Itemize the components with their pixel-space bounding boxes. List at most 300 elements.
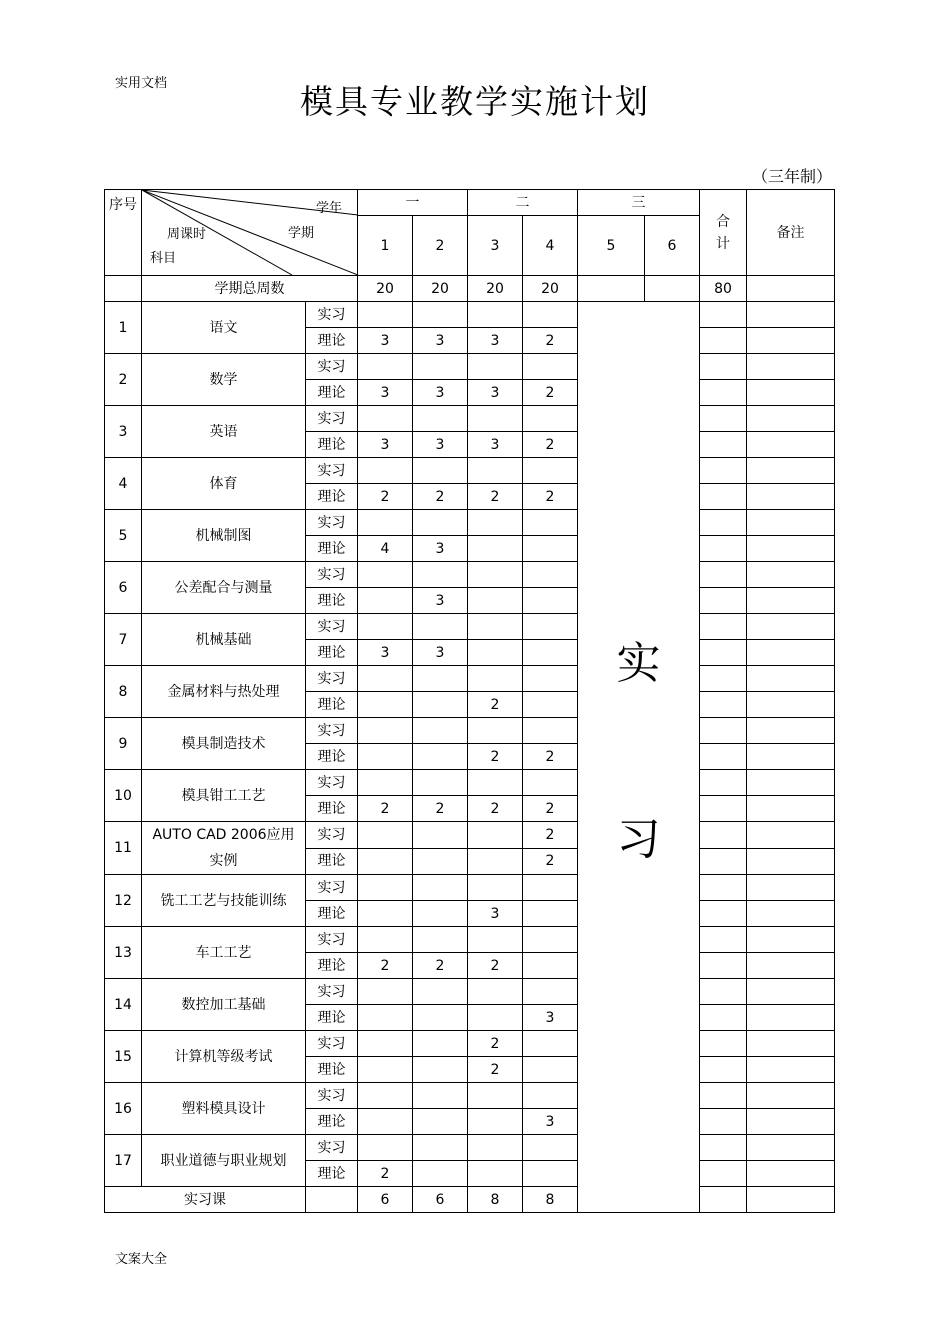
weeks-value — [645, 276, 700, 302]
hours-cell: 2 — [413, 953, 468, 979]
hours-cell — [358, 588, 413, 614]
term-1-header: 1 — [358, 216, 413, 276]
course-type-label: 理论 — [306, 432, 358, 458]
total-cell — [700, 354, 747, 380]
course-type-label: 实习 — [306, 354, 358, 380]
hours-cell — [413, 458, 468, 484]
hours-cell — [523, 354, 578, 380]
hours-cell — [468, 822, 523, 849]
subject-name: 塑料模具设计 — [142, 1083, 306, 1135]
hours-cell — [413, 302, 468, 328]
total-cell — [700, 1135, 747, 1161]
subject-number: 1 — [105, 302, 142, 354]
subject-name: 英语 — [142, 406, 306, 458]
subject-name: 体育 — [142, 458, 306, 510]
course-type-label: 理论 — [306, 328, 358, 354]
term-6-header: 6 — [645, 216, 700, 276]
practice-block — [578, 302, 700, 1213]
subject-name: 模具钳工工艺 — [142, 770, 306, 822]
hours-cell: 2 — [523, 796, 578, 822]
hours-cell — [468, 927, 523, 953]
practice-course-value: 8 — [523, 1187, 578, 1213]
hours-cell: 3 — [523, 1005, 578, 1031]
subject-name: 机械制图 — [142, 510, 306, 562]
hours-cell — [413, 901, 468, 927]
hours-cell — [413, 354, 468, 380]
subject-number: 2 — [105, 354, 142, 406]
hours-cell — [523, 692, 578, 718]
hours-cell — [468, 510, 523, 536]
hours-cell: 3 — [468, 901, 523, 927]
note-cell — [747, 1057, 835, 1083]
total-cell — [700, 614, 747, 640]
total-cell — [700, 1005, 747, 1031]
total-cell — [700, 692, 747, 718]
hours-cell — [468, 1109, 523, 1135]
note-cell — [747, 770, 835, 796]
note-cell — [747, 510, 835, 536]
hours-cell — [358, 510, 413, 536]
hours-cell — [523, 302, 578, 328]
course-type-label: 实习 — [306, 822, 358, 849]
hours-cell — [358, 406, 413, 432]
hours-cell — [413, 614, 468, 640]
hours-cell — [413, 1057, 468, 1083]
course-type-label: 理论 — [306, 1109, 358, 1135]
note-cell — [747, 1187, 835, 1213]
course-type-label: 理论 — [306, 640, 358, 666]
total-cell — [700, 1109, 747, 1135]
hours-cell: 2 — [523, 380, 578, 406]
table-row — [105, 562, 835, 588]
hours-cell — [413, 666, 468, 692]
note-cell — [747, 1031, 835, 1057]
weeks-row-seq — [105, 276, 142, 302]
hours-cell: 2 — [523, 744, 578, 770]
weeks-value: 20 — [358, 276, 413, 302]
note-cell — [747, 822, 835, 849]
subject-name: 数学 — [142, 354, 306, 406]
hours-cell: 2 — [413, 796, 468, 822]
hours-cell — [468, 1135, 523, 1161]
table-row — [105, 1031, 835, 1057]
teaching-plan-table — [104, 189, 835, 1213]
note-cell — [747, 979, 835, 1005]
hours-cell — [358, 901, 413, 927]
subject-number: 3 — [105, 406, 142, 458]
note-cell — [747, 1109, 835, 1135]
note-cell — [747, 692, 835, 718]
hours-cell: 3 — [468, 328, 523, 354]
total-cell — [700, 1031, 747, 1057]
hours-cell — [358, 1083, 413, 1109]
hours-cell — [523, 979, 578, 1005]
table-row — [105, 458, 835, 484]
hours-cell — [468, 1005, 523, 1031]
table-row — [105, 822, 835, 849]
hours-cell: 3 — [358, 380, 413, 406]
course-type-label: 实习 — [306, 1031, 358, 1057]
subject-number: 16 — [105, 1083, 142, 1135]
hours-cell — [413, 1083, 468, 1109]
hours-cell — [413, 927, 468, 953]
total-cell — [700, 484, 747, 510]
hours-cell — [468, 406, 523, 432]
hours-cell — [468, 666, 523, 692]
hours-cell — [468, 458, 523, 484]
hours-cell: 2 — [468, 692, 523, 718]
note-cell — [747, 718, 835, 744]
note-cell — [747, 1083, 835, 1109]
weeks-total: 80 — [700, 276, 747, 302]
hours-cell — [468, 875, 523, 901]
note-cell — [747, 354, 835, 380]
hours-cell: 4 — [358, 536, 413, 562]
hours-cell: 3 — [468, 380, 523, 406]
total-cell — [700, 510, 747, 536]
table-row — [105, 302, 835, 328]
hours-cell — [413, 510, 468, 536]
total-cell — [700, 875, 747, 901]
hours-cell — [523, 718, 578, 744]
hours-cell — [523, 510, 578, 536]
year-2-header: 二 — [468, 190, 578, 216]
seq-header: 序号 — [105, 190, 142, 276]
subject-number: 15 — [105, 1031, 142, 1083]
hours-cell — [413, 848, 468, 875]
hours-cell — [413, 1005, 468, 1031]
table-row — [105, 1187, 835, 1213]
page-subtitle: （三年制） — [751, 167, 832, 186]
hours-cell — [523, 666, 578, 692]
hours-cell — [468, 1161, 523, 1187]
hours-cell — [468, 1083, 523, 1109]
hours-cell — [523, 875, 578, 901]
subject-name: 计算机等级考试 — [142, 1031, 306, 1083]
course-type-label: 理论 — [306, 848, 358, 875]
practice-block-char: 实 — [616, 638, 661, 689]
term-3-header: 3 — [468, 216, 523, 276]
total-cell — [700, 640, 747, 666]
subject-name: 职业道德与职业规划 — [142, 1135, 306, 1187]
course-type-label: 实习 — [306, 406, 358, 432]
hours-cell — [358, 666, 413, 692]
subject-name: 铣工工艺与技能训练 — [142, 875, 306, 927]
practice-course-type — [306, 1187, 358, 1213]
hours-cell — [358, 822, 413, 849]
hours-cell — [413, 718, 468, 744]
hours-cell — [413, 875, 468, 901]
term-5-header: 5 — [578, 216, 645, 276]
practice-course-value: 6 — [413, 1187, 468, 1213]
subject-name: 语文 — [142, 302, 306, 354]
hours-cell — [523, 1031, 578, 1057]
total-cell — [700, 562, 747, 588]
total-cell — [700, 1187, 747, 1213]
hours-cell — [523, 1083, 578, 1109]
hours-cell: 3 — [358, 432, 413, 458]
subject-name: 车工工艺 — [142, 927, 306, 979]
hours-cell — [523, 1135, 578, 1161]
note-cell — [747, 328, 835, 354]
note-cell — [747, 458, 835, 484]
course-type-label: 实习 — [306, 302, 358, 328]
hours-cell — [468, 536, 523, 562]
total-cell — [700, 406, 747, 432]
course-type-label: 实习 — [306, 718, 358, 744]
hours-cell — [358, 562, 413, 588]
note-cell — [747, 614, 835, 640]
hours-cell: 2 — [523, 848, 578, 875]
hours-cell — [468, 614, 523, 640]
course-type-label: 实习 — [306, 614, 358, 640]
hours-cell: 3 — [413, 380, 468, 406]
hours-cell — [413, 1031, 468, 1057]
course-type-label: 理论 — [306, 484, 358, 510]
hours-cell — [523, 562, 578, 588]
practice-block-char: 习 — [616, 814, 661, 865]
course-type-label: 理论 — [306, 588, 358, 614]
hours-cell — [523, 640, 578, 666]
hours-cell — [358, 1057, 413, 1083]
hours-cell — [523, 901, 578, 927]
hours-cell — [523, 536, 578, 562]
hours-cell: 2 — [523, 484, 578, 510]
practice-course-value: 8 — [468, 1187, 523, 1213]
note-cell — [747, 796, 835, 822]
table-row — [105, 1135, 835, 1161]
hours-cell — [358, 875, 413, 901]
course-type-label: 理论 — [306, 692, 358, 718]
total-cell — [700, 822, 747, 849]
hours-cell — [413, 1135, 468, 1161]
subject-name: 金属材料与热处理 — [142, 666, 306, 718]
total-cell — [700, 536, 747, 562]
hours-cell — [468, 640, 523, 666]
hours-cell: 2 — [468, 1031, 523, 1057]
total-cell — [700, 848, 747, 875]
hours-cell — [358, 979, 413, 1005]
hours-cell — [468, 302, 523, 328]
hours-cell — [413, 979, 468, 1005]
hours-cell — [468, 718, 523, 744]
total-cell — [700, 588, 747, 614]
total-cell — [700, 458, 747, 484]
diagonal-header-cell — [142, 190, 358, 276]
hours-cell: 3 — [413, 536, 468, 562]
hours-cell: 2 — [358, 484, 413, 510]
hours-cell — [358, 692, 413, 718]
subject-number: 14 — [105, 979, 142, 1031]
diag-year-label: 学年 — [316, 201, 343, 216]
subject-name: AUTO CAD 2006应用实例 — [142, 822, 306, 875]
hours-cell — [468, 770, 523, 796]
subject-name: 公差配合与测量 — [142, 562, 306, 614]
hours-cell: 2 — [468, 1057, 523, 1083]
hours-cell — [413, 822, 468, 849]
subject-number: 5 — [105, 510, 142, 562]
table-row — [105, 406, 835, 432]
note-cell — [747, 875, 835, 901]
course-type-label: 实习 — [306, 875, 358, 901]
subject-number: 12 — [105, 875, 142, 927]
note-cell — [747, 588, 835, 614]
subject-number: 9 — [105, 718, 142, 770]
weeks-value — [578, 276, 645, 302]
course-type-label: 实习 — [306, 458, 358, 484]
total-cell — [700, 901, 747, 927]
total-cell — [700, 744, 747, 770]
hours-cell: 3 — [413, 328, 468, 354]
hours-cell — [523, 614, 578, 640]
note-cell — [747, 380, 835, 406]
note-cell — [747, 406, 835, 432]
table-row — [105, 718, 835, 744]
hours-cell — [468, 848, 523, 875]
hours-cell — [413, 744, 468, 770]
note-cell — [747, 536, 835, 562]
course-type-label: 理论 — [306, 744, 358, 770]
weeks-value: 20 — [413, 276, 468, 302]
course-type-label: 理论 — [306, 1161, 358, 1187]
note-cell — [747, 484, 835, 510]
total-cell — [700, 1057, 747, 1083]
diag-term-label: 学期 — [288, 226, 315, 241]
course-type-label: 理论 — [306, 901, 358, 927]
term-4-header: 4 — [523, 216, 578, 276]
total-cell — [700, 927, 747, 953]
course-type-label: 实习 — [306, 1135, 358, 1161]
hours-cell — [358, 718, 413, 744]
diag-subject-label: 科目 — [150, 251, 177, 266]
hours-cell — [358, 354, 413, 380]
table-row — [105, 354, 835, 380]
note-header: 备注 — [747, 190, 835, 276]
course-type-label: 理论 — [306, 1005, 358, 1031]
hours-cell — [468, 979, 523, 1005]
hours-cell: 3 — [358, 328, 413, 354]
subject-number: 4 — [105, 458, 142, 510]
note-cell — [747, 666, 835, 692]
hours-cell: 2 — [358, 1161, 413, 1187]
hours-cell: 2 — [358, 796, 413, 822]
subject-number: 6 — [105, 562, 142, 614]
note-cell — [747, 1005, 835, 1031]
practice-course-label: 实习课 — [105, 1187, 306, 1213]
table-row — [105, 666, 835, 692]
hours-cell — [358, 302, 413, 328]
subject-number: 8 — [105, 666, 142, 718]
hours-cell: 2 — [468, 953, 523, 979]
hours-cell — [523, 1057, 578, 1083]
hours-cell — [523, 927, 578, 953]
hours-cell — [523, 770, 578, 796]
table-row — [105, 927, 835, 953]
hours-cell — [468, 588, 523, 614]
header-note: 实用文档 — [115, 76, 168, 91]
course-type-label: 理论 — [306, 380, 358, 406]
hours-cell — [413, 562, 468, 588]
table-row — [105, 510, 835, 536]
hours-cell: 3 — [468, 432, 523, 458]
hours-cell: 2 — [523, 822, 578, 849]
total-cell — [700, 328, 747, 354]
hours-cell: 2 — [468, 744, 523, 770]
total-cell — [700, 432, 747, 458]
course-type-label: 实习 — [306, 979, 358, 1005]
total-cell — [700, 380, 747, 406]
hours-cell: 3 — [413, 432, 468, 458]
weeks-row-label: 学期总周数 — [142, 276, 358, 302]
term-2-header: 2 — [413, 216, 468, 276]
note-cell — [747, 927, 835, 953]
total-header: 合计 — [700, 190, 747, 276]
total-cell — [700, 770, 747, 796]
hours-cell — [468, 354, 523, 380]
course-type-label: 实习 — [306, 562, 358, 588]
hours-cell — [523, 953, 578, 979]
year-1-header: 一 — [358, 190, 468, 216]
hours-cell — [358, 1109, 413, 1135]
hours-cell: 3 — [358, 640, 413, 666]
table-row — [105, 614, 835, 640]
hours-cell — [523, 1161, 578, 1187]
hours-cell — [413, 406, 468, 432]
total-cell — [700, 718, 747, 744]
hours-cell — [358, 744, 413, 770]
subject-number: 13 — [105, 927, 142, 979]
weeks-value: 20 — [523, 276, 578, 302]
note-cell — [747, 901, 835, 927]
subject-number: 10 — [105, 770, 142, 822]
course-type-label: 理论 — [306, 796, 358, 822]
hours-cell: 2 — [413, 484, 468, 510]
hours-cell — [413, 1109, 468, 1135]
course-type-label: 实习 — [306, 666, 358, 692]
table-row — [105, 875, 835, 901]
hours-cell: 3 — [413, 588, 468, 614]
hours-cell — [358, 458, 413, 484]
diag-hours-label: 周课时 — [167, 227, 207, 242]
hours-cell: 2 — [358, 953, 413, 979]
hours-cell — [523, 406, 578, 432]
course-type-label: 理论 — [306, 1057, 358, 1083]
note-cell — [747, 953, 835, 979]
page-title: 模具专业教学实施计划 — [300, 82, 650, 121]
hours-cell — [358, 1031, 413, 1057]
hours-cell — [358, 848, 413, 875]
table-row — [105, 979, 835, 1005]
hours-cell — [358, 1005, 413, 1031]
hours-cell: 2 — [523, 328, 578, 354]
course-type-label: 理论 — [306, 536, 358, 562]
hours-cell — [358, 770, 413, 796]
hours-cell: 2 — [468, 484, 523, 510]
subject-name: 数控加工基础 — [142, 979, 306, 1031]
subject-number: 11 — [105, 822, 142, 875]
year-3-header: 三 — [578, 190, 700, 216]
total-cell — [700, 796, 747, 822]
total-cell — [700, 1083, 747, 1109]
hours-cell: 3 — [413, 640, 468, 666]
subject-number: 7 — [105, 614, 142, 666]
course-type-label: 实习 — [306, 1083, 358, 1109]
total-cell — [700, 979, 747, 1005]
note-cell — [747, 848, 835, 875]
hours-cell — [413, 770, 468, 796]
hours-cell — [413, 1161, 468, 1187]
note-cell — [747, 744, 835, 770]
